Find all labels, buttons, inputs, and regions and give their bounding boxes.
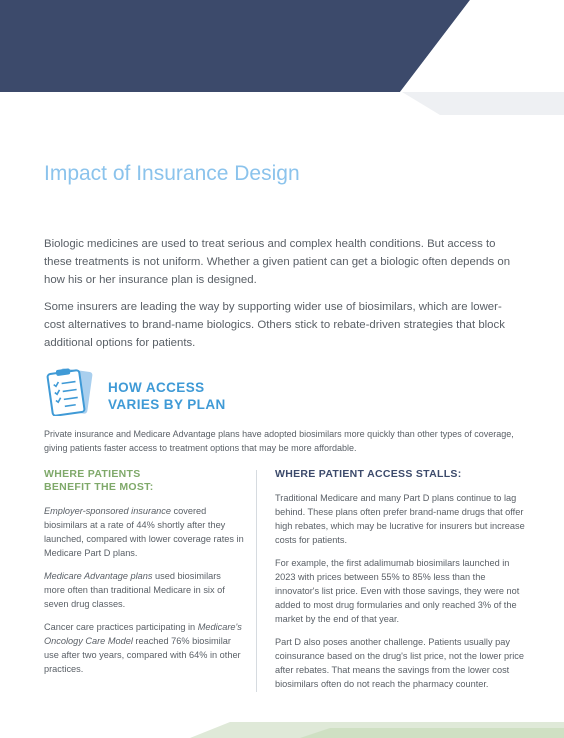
right-paragraph: Part D also poses another challenge. Patients usually pay coinsurance based on the drug's list price, not the lower price after rebates. That means the savings from the lower cost biosimilars often do not reach the pharmacy counter. <box>275 637 524 689</box>
left-heading-line1: WHERE PATIENTS <box>44 468 141 480</box>
left-column <box>44 468 244 685</box>
intro-paragraph: Biologic medicines are used to treat serious and complex health conditions. But access to these treatments is not uniform. Whether a given patient can get a biologic often depends on how his or her insurance plan is designed. <box>44 238 511 287</box>
section-heading-line1: HOW ACCESS <box>108 380 205 395</box>
bottom-decoration <box>0 700 564 738</box>
section-intro: Private insurance and Medicare Advantage plans have adopted biosimilars more quickly than other types of coverage, giving patients faster access to treatment options that may be more affordable. <box>44 429 514 453</box>
right-paragraph: For example, the first adalimumab biosimilars launched in 2023 with prices between 55% to 85% less than the innovator's list price. Even with those savings, they were not added to most drug formularies and only reached 3% of the market by the end of that year. <box>275 558 520 624</box>
clipboard-checklist-icon <box>44 366 98 416</box>
page-title: ACCESS TO BIOSIMILARS <box>44 131 392 161</box>
section-heading <box>108 379 226 413</box>
page-subtitle: Impact of Insurance Design <box>44 162 300 185</box>
left-paragraph-text: covered biosimilars at a rate of 44% shortly after they launched, compared with lower coverage rates in Medicare Part D plans. <box>44 506 244 558</box>
right-column-heading: WHERE PATIENT ACCESS STALLS: <box>275 468 462 480</box>
right-column <box>275 468 525 700</box>
left-paragraph-text: used biosimilars more often than traditional Medicare in six of seven drug classes. <box>44 571 225 609</box>
title-banner <box>0 0 564 92</box>
left-column-heading <box>44 468 244 494</box>
left-paragraph-text: Cancer care practices participating in <box>44 622 198 632</box>
left-paragraph <box>44 620 244 676</box>
right-paragraph: Traditional Medicare and many Part D plans continue to lag behind. These plans often prefer brand-name drugs that offer high rebates, which may be lucrative for insurers but increase costs for patients. <box>275 493 525 545</box>
left-paragraph-emphasis: Medicare's Oncology Care Model <box>44 622 242 646</box>
left-paragraph <box>44 569 244 611</box>
intro-paragraph: Some insurers are leading the way by supporting wider use of biosimilars, which are lower-cost alternatives to brand-name biologics. Others stick to rebate-driven strategies that block additional options for patients. <box>44 300 505 350</box>
section-heading-line2: VARIES BY PLAN <box>108 397 226 412</box>
left-heading-line2: BENEFIT THE MOST: <box>44 481 154 493</box>
column-divider <box>256 470 257 692</box>
intro-text <box>44 235 514 360</box>
left-paragraph <box>44 504 244 560</box>
left-paragraph-emphasis: Medicare Advantage plans <box>44 571 153 581</box>
left-paragraph-emphasis: Employer-sponsored insurance <box>44 506 171 516</box>
left-paragraph-text: reached 76% biosimilar use after two years, compared with 64% in other practices. <box>44 636 241 674</box>
